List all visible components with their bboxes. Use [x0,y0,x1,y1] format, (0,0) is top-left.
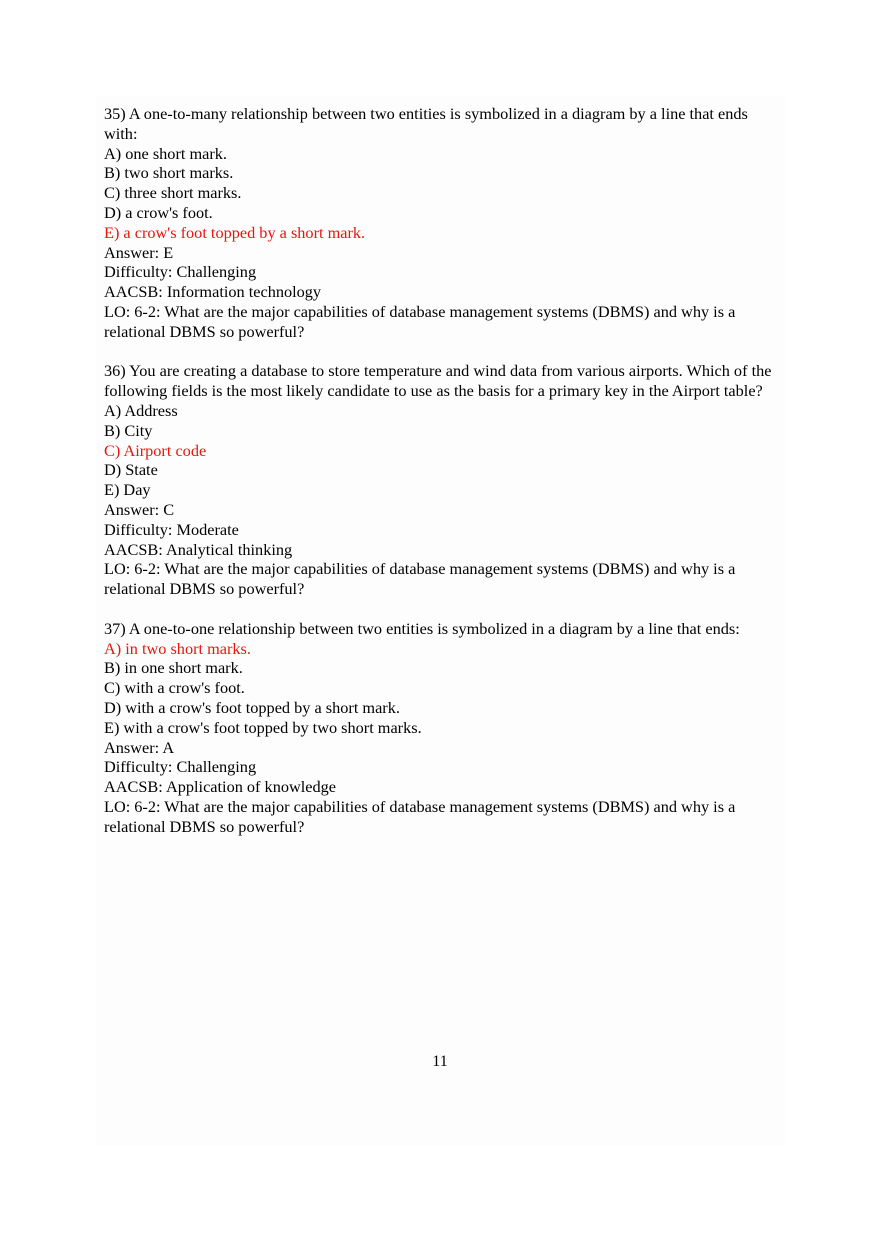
option-a-correct: A) in two short marks. [104,638,251,658]
question-36 [104,361,780,599]
difficulty-line: Difficulty: Challenging [104,262,257,282]
aacsb-line: AACSB: Analytical thinking [104,539,293,559]
learning-objective-line: LO: 6-2: What are the major capabilities of database management systems (DBMS) and why is a relational DBMS so powerful? [104,559,736,599]
question-stem: 35) A one-to-many relationship between two entities is symbolized in a diagram by a line that ends with: [104,104,748,143]
option-a: A) one short mark. [104,143,227,163]
option-d: D) with a crow's foot topped by a short mark. [104,697,400,717]
question-stem: 36) You are creating a database to store temperature and wind data from various airports. Which of the following fields is the most likely candidate to use as the basis for a primary key in the Airport table? [104,361,772,401]
option-e: E) Day [104,480,151,500]
document-body [104,104,780,856]
option-d: D) a crow's foot. [104,202,213,222]
page-number: 11 [432,1053,448,1070]
option-b: B) two short marks. [104,163,234,183]
option-e: E) with a crow's foot topped by two short marks. [104,717,422,737]
question-35 [104,104,780,342]
option-b: B) City [104,420,153,440]
learning-objective-line: LO: 6-2: What are the major capabilities of database management systems (DBMS) and why is a relational DBMS so powerful? [104,796,736,836]
option-d: D) State [104,460,158,480]
option-b: B) in one short mark. [104,658,243,678]
option-c: C) three short marks. [104,183,242,203]
difficulty-line: Difficulty: Challenging [104,757,257,777]
option-c: C) with a crow's foot. [104,678,245,698]
aacsb-line: AACSB: Information technology [104,282,322,302]
question-stem: 37) A one-to-one relationship between two entities is symbolized in a diagram by a line that ends: [104,618,740,638]
option-a: A) Address [104,400,178,420]
answer-line: Answer: A [104,737,175,757]
option-e-correct: E) a crow's foot topped by a short mark. [104,222,366,242]
option-c-correct: C) Airport code [104,440,207,460]
aacsb-line: AACSB: Application of knowledge [104,777,336,797]
learning-objective-line: LO: 6-2: What are the major capabilities of database management systems (DBMS) and why is a relational DBMS so powerful? [104,301,736,341]
difficulty-line: Difficulty: Moderate [104,519,239,539]
question-37 [104,619,780,837]
answer-line: Answer: E [104,242,174,262]
answer-line: Answer: C [104,499,175,519]
